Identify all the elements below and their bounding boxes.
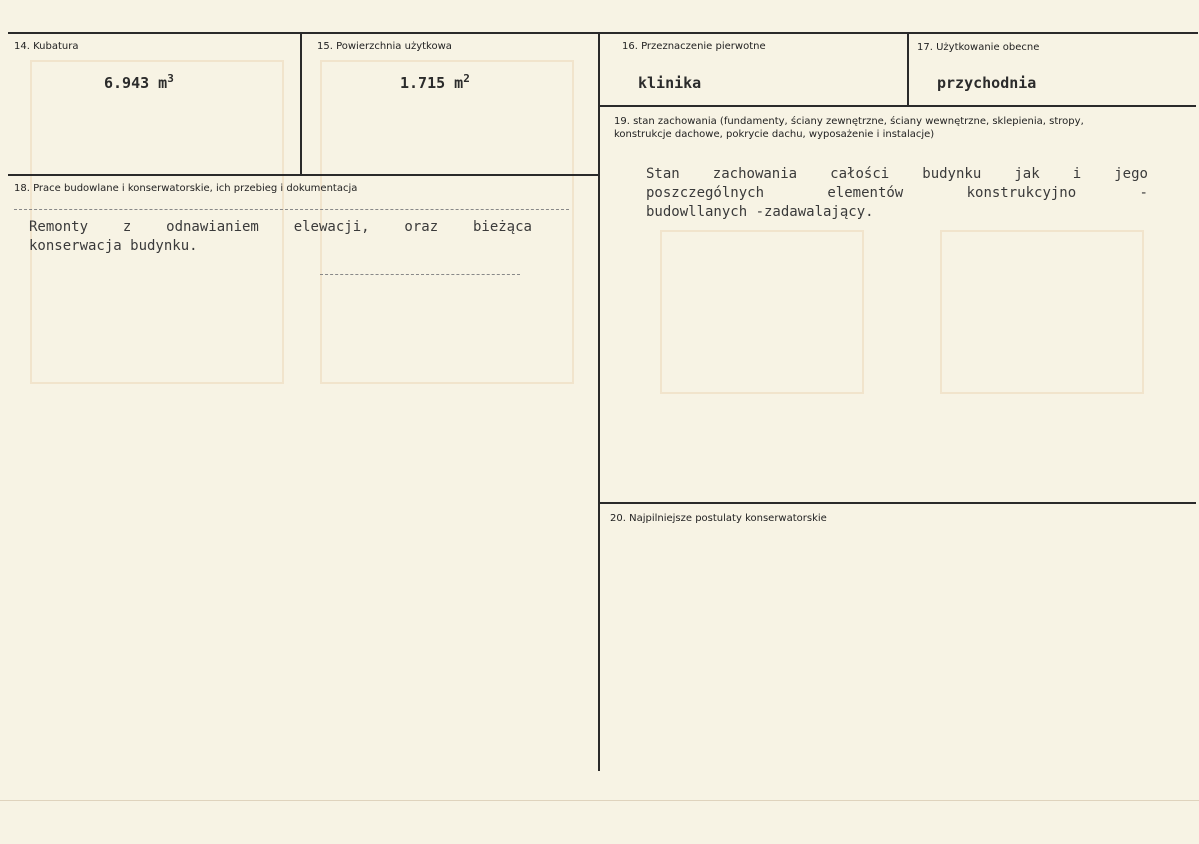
line-text: konserwacja budynku. <box>29 238 198 254</box>
word: odnawianiem <box>166 219 259 235</box>
word: jego <box>1114 166 1148 182</box>
field-16-value: klinika <box>638 74 702 92</box>
field-19-label: 19. stan zachowania (fundamenty, ściany zewnętrzne, ściany wewnętrzne, sklepienia, stropy, konstrukcje dachowe, pokrycie dachu, wyposażenie i instalacje) <box>614 116 1084 140</box>
word: poszczególnych <box>646 185 765 201</box>
field-18-label: 18. Prace budowlane i konserwatorskie, ich przebieg i dokumentacja <box>14 183 358 194</box>
field-18-text <box>29 218 532 256</box>
divider-left-right <box>598 33 600 771</box>
line-above-19 <box>600 105 1196 107</box>
field-17-label: 17. Użytkowanie obecne <box>917 42 1040 53</box>
area-value: 1.715 m <box>400 74 464 92</box>
field-14-value <box>104 72 174 92</box>
bleed-through-mark <box>660 230 864 394</box>
word: Stan <box>646 166 680 182</box>
word: Remonty <box>29 219 89 235</box>
paper-bottom-edge <box>0 800 1199 801</box>
field-19-line-2 <box>646 184 1148 203</box>
word: i <box>1072 166 1082 182</box>
field-20-label: 20. Najpilniejsze postulaty konserwatorskie <box>610 513 827 524</box>
line-above-18 <box>8 174 600 176</box>
line-above-20 <box>600 502 1196 504</box>
line-text: budowllanych -zadawalający. <box>646 204 874 220</box>
volume-unit-exponent: 3 <box>167 72 174 85</box>
word: budynku <box>922 166 982 182</box>
field-18-line-2 <box>29 237 532 256</box>
field-19-line-3 <box>646 203 1148 222</box>
word: - <box>1139 185 1148 201</box>
field-19-line-1 <box>646 165 1148 184</box>
field-17-value: przychodnia <box>937 74 1037 92</box>
volume-value: 6.943 m <box>104 74 168 92</box>
field-15-label: 15. Powierzchnia użytkowa <box>317 41 452 52</box>
word: bieżąca <box>472 219 532 235</box>
field-19-text <box>646 165 1148 222</box>
dash-line <box>320 274 520 275</box>
word: zachowania <box>712 166 798 182</box>
word: z <box>122 219 132 235</box>
divider-16-17 <box>907 33 909 105</box>
word: oraz <box>404 219 439 235</box>
top-border-line <box>8 32 1198 34</box>
bleed-through-mark <box>940 230 1144 394</box>
field-15-value <box>400 72 470 92</box>
area-unit-exponent: 2 <box>463 72 470 85</box>
field-18-line-1 <box>29 218 532 237</box>
word: jak <box>1014 166 1040 182</box>
field-14-label: 14. Kubatura <box>14 41 79 52</box>
divider-14-15 <box>300 33 302 175</box>
word: całości <box>830 166 890 182</box>
word: konstrukcyjno <box>966 185 1077 201</box>
word: elewacji, <box>293 219 370 235</box>
word: elementów <box>827 185 904 201</box>
field-16-label: 16. Przeznaczenie pierwotne <box>622 41 766 52</box>
dash-line <box>14 209 569 210</box>
